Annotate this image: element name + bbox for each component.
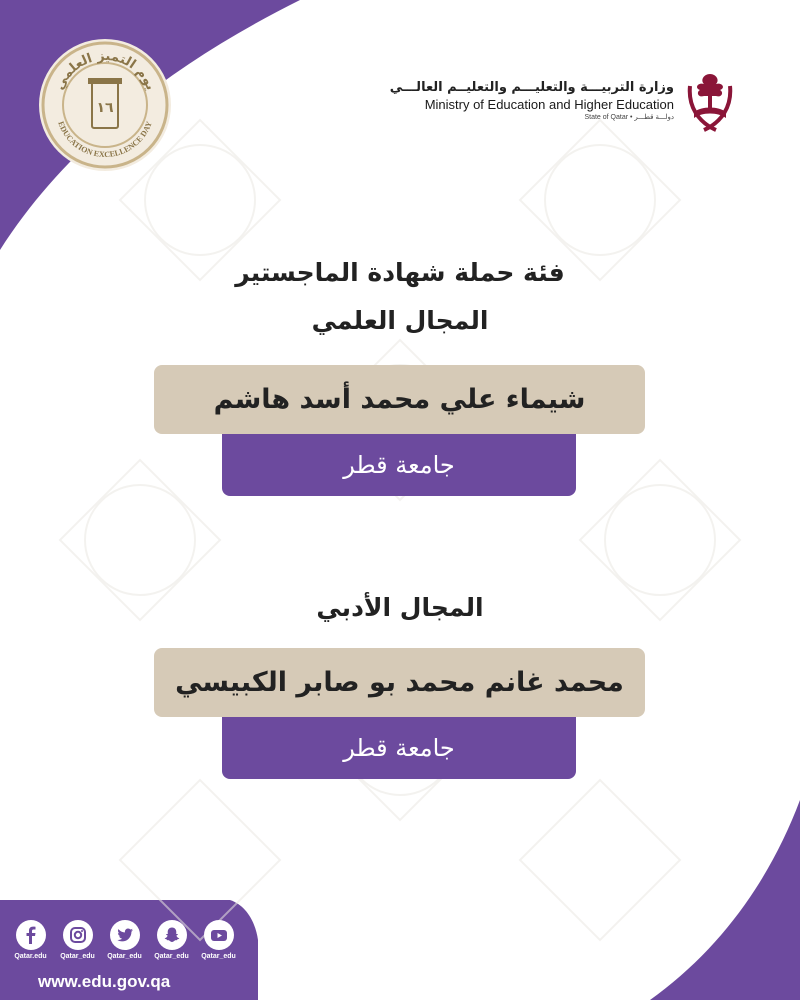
social-label: Qatar_edu bbox=[60, 953, 95, 960]
badge-number: ١٦ bbox=[96, 100, 114, 116]
university-card bbox=[222, 434, 576, 496]
university-card bbox=[222, 717, 576, 779]
category-title: فئة حملة شهادة الماجستير bbox=[235, 258, 565, 287]
ministry-arabic-name: وزارة التربيـــة والتعليـــم والتعليــم العالـــي bbox=[389, 80, 674, 95]
university-name: جامعة قطر bbox=[343, 734, 455, 762]
badge-arabic-text: يوم التميز العلمي bbox=[52, 48, 159, 93]
winner-name: محمد غانم محمد بو صابر الكبيسي bbox=[175, 667, 624, 698]
badge-english-text: EDUCATION EXCELLENCE DAY bbox=[56, 120, 154, 160]
facebook-icon bbox=[16, 920, 46, 950]
winner-name-card bbox=[154, 648, 645, 717]
qatar-emblem-icon bbox=[682, 66, 738, 136]
winner-name-card bbox=[154, 365, 645, 434]
twitter-link[interactable] bbox=[101, 920, 148, 960]
social-links bbox=[7, 920, 242, 960]
website-link[interactable]: www.edu.gov.qa bbox=[38, 972, 171, 991]
ministry-state: State of Qatar • دولـــة قطـــر bbox=[584, 114, 674, 121]
social-label: Qatar_edu bbox=[107, 953, 142, 960]
winner-name: شيماء علي محمد أسد هاشم bbox=[213, 384, 586, 415]
social-label: Qatar.edu bbox=[14, 953, 47, 960]
ministry-logo bbox=[390, 66, 738, 136]
youtube-icon bbox=[204, 920, 234, 950]
university-name: جامعة قطر bbox=[343, 451, 455, 479]
scientific-field-title: المجال العلمي bbox=[311, 306, 489, 335]
snapchat-icon bbox=[157, 920, 187, 950]
social-label: Qatar_edu bbox=[201, 953, 236, 960]
twitter-icon bbox=[110, 920, 140, 950]
ministry-english-name: Ministry of Education and Higher Education bbox=[424, 97, 674, 112]
literary-field-title: المجال الأدبي bbox=[316, 593, 484, 622]
youtube-link[interactable] bbox=[195, 920, 242, 960]
instagram-link[interactable] bbox=[54, 920, 101, 960]
social-label: Qatar_edu bbox=[154, 953, 189, 960]
excellence-day-badge bbox=[38, 38, 172, 172]
snapchat-link[interactable] bbox=[148, 920, 195, 960]
facebook-link[interactable] bbox=[7, 920, 54, 960]
instagram-icon bbox=[63, 920, 93, 950]
ministry-text bbox=[390, 79, 674, 123]
